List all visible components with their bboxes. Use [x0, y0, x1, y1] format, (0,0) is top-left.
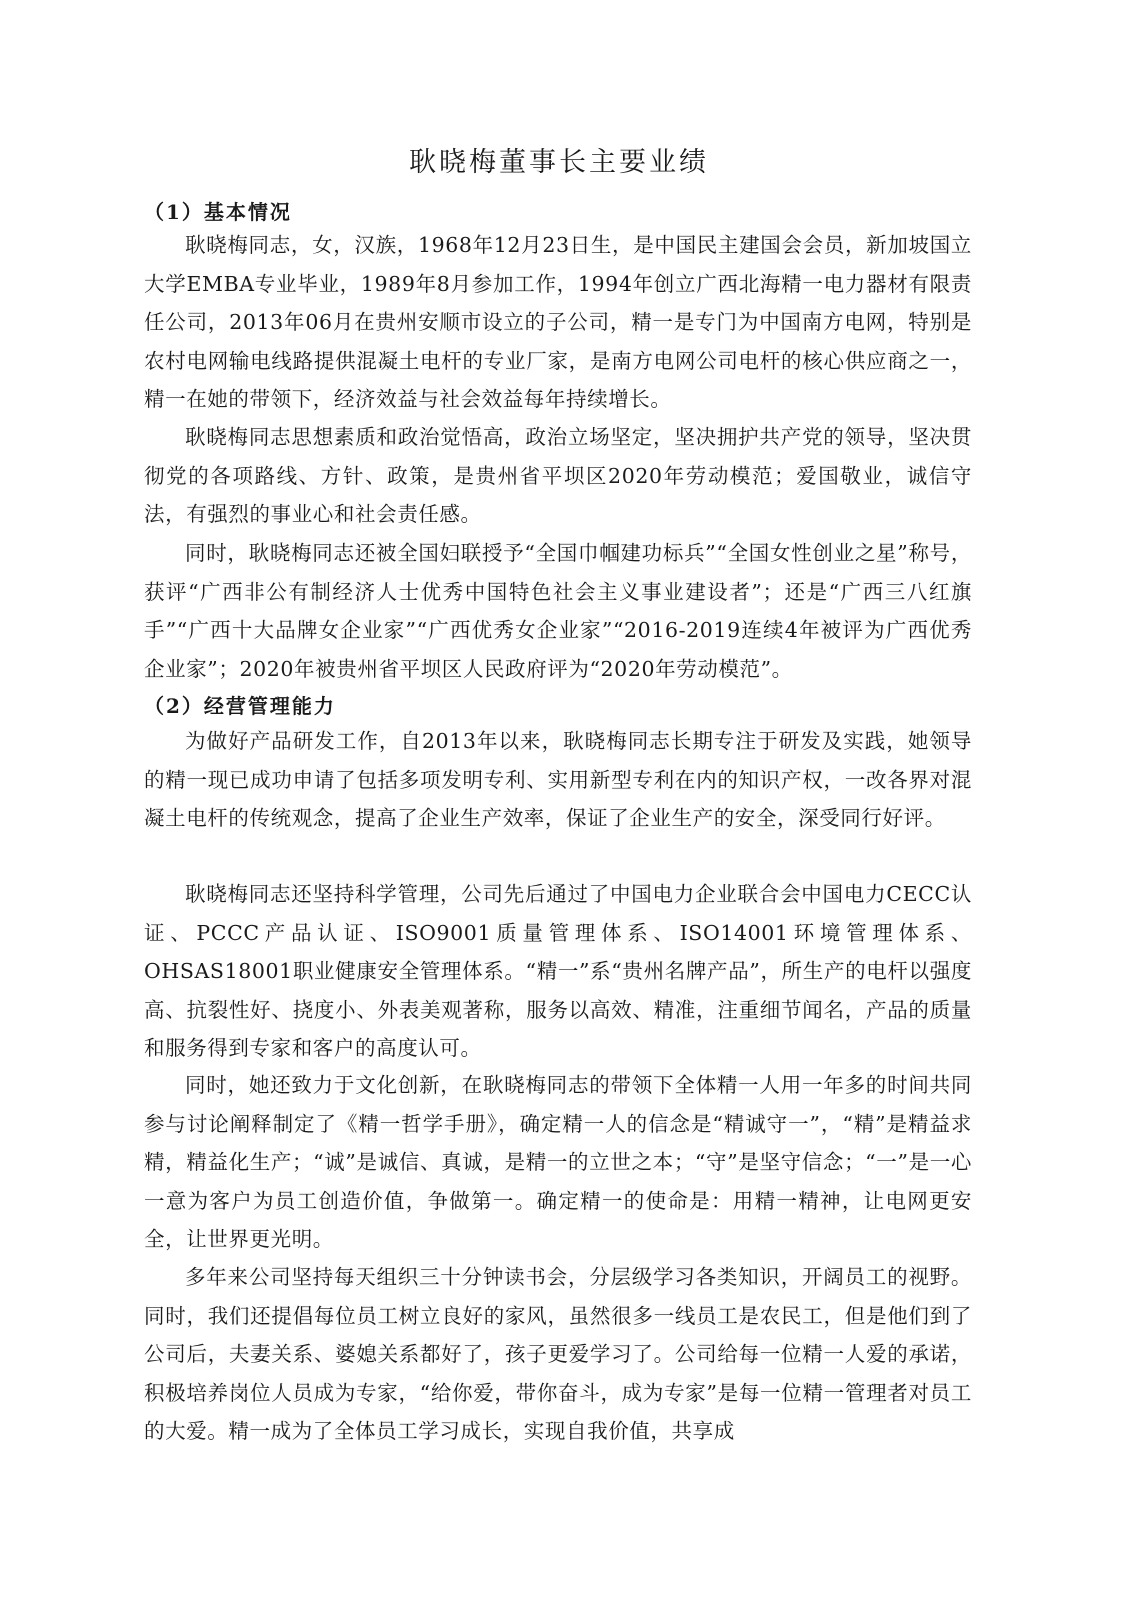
paragraph-management-4: 多年来公司坚持每天组织三十分钟读书会，分层级学习各类知识，开阔员工的视野。同时，我们还提倡每位员工树立良好的家风，虽然很多一线员工是农民工，但是他们到了公司后，夫妻关系、婆媳关系都好了，孩子更爱学习了。公司给每一位精一人爱的承诺，积极培养岗位人员成为专家，“给你爱，带你奋斗，成为专家”是每一位精一管理者对员工的大爱。精一成为了全体员工学习成长，实现自我价值，共享成	[144, 1265, 972, 1444]
paragraph-management-2: 耿晓梅同志还坚持科学管理，公司先后通过了中国电力企业联合会中国电力CECC认证、PCCC产品认证、ISO9001质量管理体系、ISO14001环境管理体系、OHSAS18001职业健康安全管理体系。“精一”系“贵州名牌产品”，所生产的电杆以强度高、抗裂性好、挠度小、外表美观著称，服务以高效、精准，注重细节闻名，产品的质量和服务得到专家和客户的高度认可。	[144, 882, 972, 1061]
paragraph-management-1: 为做好产品研发工作，自2013年以来，耿晓梅同志长期专注于研发及实践，她领导的精一现已成功申请了包括多项发明专利、实用新型专利在内的知识产权，一改各界对混凝土电杆的传统观念，提高了企业生产效率，保证了企业生产的安全，深受同行好评。	[144, 729, 972, 831]
paragraph-basic-info-2: 耿晓梅同志思想素质和政治觉悟高，政治立场坚定，坚决拥护共产党的领导，坚决贯彻党的各项路线、方针、政策，是贵州省平坝区2020年劳动模范；爱国敬业，诚信守法，有强烈的事业心和社会责任感。	[144, 425, 972, 527]
paragraph-management-3: 同时，她还致力于文化创新，在耿晓梅同志的带领下全体精一人用一年多的时间共同参与讨论阐释制定了《精一哲学手册》，确定精一人的信念是“精诚守一”，“精”是精益求精，精益化生产；“诚”是诚信、真诚，是精一的立世之本；“守”是坚守信念；“一”是一心一意为客户为员工创造价值，争做第一。确定精一的使命是：用精一精神，让电网更安全，让世界更光明。	[144, 1073, 972, 1252]
section-heading-basic-info: （1）基本情况	[144, 200, 292, 224]
paragraph-basic-info-1: 耿晓梅同志，女，汉族，1968年12月23日生，是中国民主建国会会员，新加坡国立大学EMBA专业毕业，1989年8月参加工作，1994年创立广西北海精一电力器材有限责任公司，2013年06月在贵州安顺市设立的子公司，精一是专门为中国南方电网，特别是农村电网输电线路提供混凝土电杆的专业厂家，是南方电网公司电杆的核心供应商之一，精一在她的带领下，经济效益与社会效益每年持续增长。	[144, 233, 972, 412]
document-title: 耿晓梅董事长主要业绩	[409, 147, 709, 178]
section-heading-management: （2）经营管理能力	[144, 694, 336, 718]
document-page	[144, 0, 974, 1600]
paragraph-basic-info-3: 同时，耿晓梅同志还被全国妇联授予“全国巾帼建功标兵”“全国女性创业之星”称号，获评“广西非公有制经济人士优秀中国特色社会主义事业建设者”；还是“广西三八红旗手”“广西十大品牌女企业家”“广西优秀女企业家”“2016-2019连续4年被评为广西优秀企业家”；2020年被贵州省平坝区人民政府评为“2020年劳动模范”。	[144, 541, 972, 681]
